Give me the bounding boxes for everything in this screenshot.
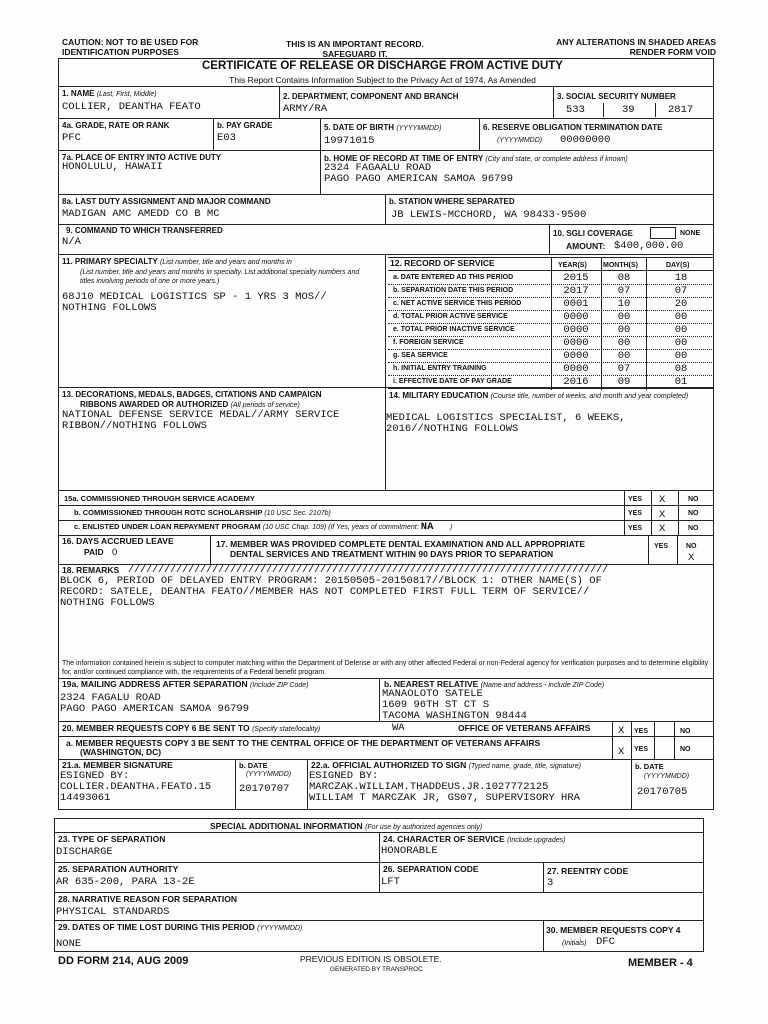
service-row-rule <box>388 297 714 298</box>
separation-code-value: LFT <box>381 876 400 888</box>
copy3-no: NO <box>680 746 691 753</box>
official-date-value: 20170705 <box>637 786 688 798</box>
place-of-entry-value: HONOLULU, HAWAII <box>62 161 163 173</box>
service-row-label: c. NET ACTIVE SERVICE THIS PERIOD <box>393 300 522 307</box>
ssn-part-3: 2817 <box>668 104 694 116</box>
dental-mark: X <box>688 552 695 564</box>
character-of-service-label: 24. CHARACTER OF SERVICE (Include upgrades) <box>383 834 566 844</box>
primary-specialty-label: 11. PRIMARY SPECIALTY (List number, title and years and months in <box>62 257 292 266</box>
service-row-rule <box>388 310 714 311</box>
copy6-yes: YES <box>634 728 649 735</box>
computer-matching-notice: The information contained herein is subject to computer matching within the Department of Defense or with any other affected Federal or non-Federal agency for verification purposes and to determine eligibility for, and/or continued compliance with, the requirements of a Federal benefit program. <box>62 660 709 676</box>
decorations-value: NATIONAL DEFENSE SERVICE MEDAL//ARMY SERVICE RIBBON//NOTHING FOLLOWS <box>62 409 340 432</box>
service-row-months: 10 <box>617 298 631 310</box>
copy6-state-value: WA <box>392 722 405 734</box>
service-row-days: 00 <box>674 311 688 323</box>
dental-yes: YES <box>654 543 669 550</box>
service-row-label: h. INITIAL ENTRY TRAINING <box>393 365 487 372</box>
copy6-mark: X <box>618 725 625 737</box>
sgli-none-box <box>650 227 676 239</box>
caution-notice: CAUTION: NOT TO BE USED FOR IDENTIFICATION PURPOSES <box>62 37 199 57</box>
accrued-leave-paid-label: PAID <box>84 547 104 557</box>
separation-authority-label: 25. SEPARATION AUTHORITY <box>58 864 179 874</box>
service-row-months: 07 <box>617 285 631 297</box>
decorations-label-2: RIBBONS AWARDED OR AUTHORIZED (All periods of service) <box>80 400 300 409</box>
character-of-service-value: HONORABLE <box>381 845 438 857</box>
service-row-years: 0001 <box>563 298 589 310</box>
previous-edition-notice: PREVIOUS EDITION IS OBSOLETE. <box>300 954 442 964</box>
service-row-label: g. SEA SERVICE <box>393 352 448 359</box>
service-row-months: 00 <box>617 324 631 336</box>
rule <box>58 86 714 87</box>
ssn-part-1: 533 <box>566 104 585 116</box>
service-row-months: 08 <box>617 272 631 284</box>
sgli-amount-label: AMOUNT: <box>566 241 606 251</box>
ssn-part-2: 39 <box>622 104 635 116</box>
col-days: DAY(S) <box>666 262 690 269</box>
narrative-reason-value: PHYSICAL STANDARDS <box>56 906 170 918</box>
rotc-yes: YES <box>628 510 643 517</box>
copy6-no: NO <box>680 728 691 735</box>
service-row-days: 07 <box>674 285 688 297</box>
service-row-years: 2016 <box>563 376 589 388</box>
service-academy-no: NO <box>688 496 699 503</box>
command-transferred-value: N/A <box>62 236 81 248</box>
reentry-code-label: 27. REENTRY CODE <box>547 866 629 876</box>
rotc-label: b. COMMISSIONED THROUGH ROTC SCHOLARSHIP (10 USC Sec. 2107b) <box>74 508 331 517</box>
remarks-value: BLOCK 6, PERIOD OF DELAYED ENTRY PROGRAM: 20150505-20150817//BLOCK 1: OTHER NAME(S) OF RECORD: SATELE, DEANTHA FEATO//MEMBER HAS NOT COMPLETED FIRST FULL TERM OF SERVICE// NOTHING FOLLOWS <box>60 575 602 609</box>
copy3-label: a. MEMBER REQUESTS COPY 3 BE SENT TO THE CENTRAL OFFICE OF THE DEPARTMENT OF VETERANS AFFAIRS <box>66 738 541 748</box>
narrative-reason-label: 28. NARRATIVE REASON FOR SEPARATION <box>58 894 237 904</box>
service-row-years: 0000 <box>563 350 589 362</box>
service-row-years: 0000 <box>563 363 589 375</box>
separation-code-label: 26. SEPARATION CODE <box>383 864 479 874</box>
service-row-years: 2017 <box>563 285 589 297</box>
copy3-mark: X <box>618 746 625 758</box>
rotc-mark: X <box>659 509 666 521</box>
service-row-rule <box>388 349 714 350</box>
service-row-days: 18 <box>674 272 688 284</box>
home-of-record-value: 2324 FAGAALU ROAD PAGO PAGO AMERICAN SAMOA 96799 <box>324 162 514 185</box>
member-signature-label: 21.a. MEMBER SIGNATURE <box>62 760 173 770</box>
last-duty-value: MADIGAN AMC AMEDD CO B MC <box>62 208 220 220</box>
member-date-value: 20170707 <box>239 783 290 795</box>
service-row-rule <box>388 388 714 389</box>
service-row-label: d. TOTAL PRIOR ACTIVE SERVICE <box>393 313 508 320</box>
decorations-label: 13. DECORATIONS, MEDALS, BADGES, CITATIONS AND CAMPAIGN <box>62 390 322 399</box>
mailing-address-label: 19a. MAILING ADDRESS AFTER SEPARATION (Include ZIP Code) <box>62 679 309 689</box>
separation-authority-value: AR 635-200, PARA 13-2E <box>56 876 195 888</box>
official-signature-value: ESIGNED BY: MARCZAK.WILLIAM.THADDEUS.JR.1027772125 WILLIAM T MARCZAK JR, GS07, SUPERVISORY HRA <box>309 770 580 804</box>
command-transferred-label: 9. COMMAND TO WHICH TRANSFERRED <box>66 226 223 235</box>
place-of-entry-label: 7a. PLACE OF ENTRY INTO ACTIVE DUTY <box>62 153 222 162</box>
official-date-label: b. DATE <box>635 762 664 771</box>
name-label: 1. NAME (Last, First, Middle) <box>62 89 157 98</box>
service-row-months: 00 <box>617 350 631 362</box>
loan-no: NO <box>688 525 699 532</box>
member-date-label: b. DATE <box>239 761 268 770</box>
station-label: b. STATION WHERE SEPARATED <box>389 197 515 206</box>
accrued-leave-value: 0 <box>112 547 118 558</box>
form-number: DD FORM 214, AUG 2009 <box>58 955 189 967</box>
service-row-rule <box>388 284 714 285</box>
privacy-act-subtitle: This Report Contains Information Subject to the Privacy Act of 1974, As Amended <box>229 75 536 85</box>
service-row-rule <box>388 375 714 376</box>
service-row-days: 20 <box>674 298 688 310</box>
record-of-service-label: 12. RECORD OF SERVICE <box>390 258 495 268</box>
ssn-label: 3. SOCIAL SECURITY NUMBER <box>557 92 676 101</box>
service-row-years: 0000 <box>563 311 589 323</box>
last-duty-label: 8a. LAST DUTY ASSIGNMENT AND MAJOR COMMAND <box>62 197 271 206</box>
primary-specialty-hint: (List number, title and years and months in specialty. List additional specialty numbers and titles involving periods of one or more years.) <box>80 269 360 285</box>
department-value: ARMY/RA <box>283 103 328 115</box>
official-date-hint: (YYYYMMDD) <box>644 773 690 780</box>
service-academy-mark: X <box>659 494 666 506</box>
dental-exam-label-2: DENTAL SERVICES AND TREATMENT WITHIN 90 DAYS PRIOR TO SEPARATION <box>230 549 554 559</box>
service-row-rule <box>388 362 714 363</box>
service-row-days: 00 <box>674 324 688 336</box>
important-record-notice: THIS IS AN IMPORTANT RECORD. SAFEGUARD IT. <box>286 39 424 59</box>
service-row-label: i. EFFECTIVE DATE OF PAY GRADE <box>393 378 512 385</box>
reserve-date-label: 6. RESERVE OBLIGATION TERMINATION DATE <box>483 123 663 132</box>
pay-grade-value: E03 <box>217 132 236 144</box>
service-row-days: 00 <box>674 337 688 349</box>
time-lost-value: NONE <box>56 938 82 950</box>
station-value: JB LEWIS-MCCHORD, WA 98433-9500 <box>391 209 587 221</box>
copy4-label: 30. MEMBER REQUESTS COPY 4 <box>546 925 681 935</box>
copy6-label: 20. MEMBER REQUESTS COPY 6 BE SENT TO (Specify state/locality) <box>62 723 321 733</box>
member-signature-value: ESIGNED BY: COLLIER.DEANTHA.FEATO.15 14493061 <box>60 770 212 804</box>
sgli-none-label: NONE <box>680 230 701 237</box>
loan-mark: X <box>659 523 666 535</box>
sgli-amount-value: $400,000.00 <box>614 240 684 252</box>
mailing-address-value: 2324 FAGALU ROAD PAGO PAGO AMERICAN SAMOA 96799 <box>60 692 250 715</box>
service-row-days: 01 <box>674 376 688 388</box>
member-date-hint: (YYYYMMDD) <box>246 771 292 778</box>
service-row-years: 2015 <box>563 272 589 284</box>
service-row-years: 0000 <box>563 337 589 349</box>
copy4-hint: (Initials) <box>562 940 587 947</box>
home-of-record-label: b. HOME OF RECORD AT TIME OF ENTRY (City and state, or complete address if known) <box>324 154 628 163</box>
type-of-separation-value: DISCHARGE <box>56 846 113 858</box>
copy3-yes: YES <box>634 746 649 753</box>
dob-label: 5. DATE OF BIRTH (YYYYMMDD) <box>324 123 442 132</box>
col-years: YEAR(S) <box>558 262 587 269</box>
name-value: COLLIER, DEANTHA FEATO <box>62 101 201 113</box>
loan-repayment-label: c. ENLISTED UNDER LOAN REPAYMENT PROGRAM (10 USC Chap. 109) (If Yes, years of commitment: NA ) <box>74 521 453 533</box>
service-row-months: 07 <box>617 363 631 375</box>
service-row-months: 00 <box>617 311 631 323</box>
copy-designation: MEMBER - 4 <box>628 957 693 969</box>
service-row-label: e. TOTAL PRIOR INACTIVE SERVICE <box>393 326 515 333</box>
service-row-label: a. DATE ENTERED AD THIS PERIOD <box>393 274 514 281</box>
grade-value: PFC <box>62 132 81 144</box>
service-row-months: 09 <box>617 376 631 388</box>
dental-exam-label: 17. MEMBER WAS PROVIDED COMPLETE DENTAL EXAMINATION AND ALL APPROPRIATE <box>216 539 585 549</box>
remarks-label: 18. REMARKS <box>62 565 120 575</box>
reserve-date-value: 00000000 <box>560 134 611 146</box>
service-row-rule <box>388 323 714 324</box>
service-academy-label: 15a. COMMISSIONED THROUGH SERVICE ACADEMY <box>64 494 255 503</box>
service-row-months: 00 <box>617 337 631 349</box>
copy3-label-2: (WASHINGTON, DC) <box>80 747 162 757</box>
alterations-notice: ANY ALTERATIONS IN SHADED AREAS RENDER FORM VOID <box>556 37 716 57</box>
grade-label: 4a. GRADE, RATE OR RANK <box>62 121 170 130</box>
service-row-rule <box>388 336 714 337</box>
reserve-date-hint: (YYYYMMDD) <box>497 137 543 144</box>
service-row-days: 00 <box>674 350 688 362</box>
primary-specialty-value: 68J10 MEDICAL LOGISTICS SP - 1 YRS 3 MOS// NOTHING FOLLOWS <box>62 291 327 314</box>
service-row-label: b. SEPARATION DATE THIS PERIOD <box>393 287 514 294</box>
accrued-leave-label: 16. DAYS ACCRUED LEAVE <box>62 536 174 546</box>
official-signature-label: 22.a. OFFICIAL AUTHORIZED TO SIGN (Typed name, grade, title, signature) <box>311 760 581 770</box>
service-row-label: f. FOREIGN SERVICE <box>393 339 464 346</box>
reentry-code-value: 3 <box>547 877 554 889</box>
copy4-initials: DFC <box>596 936 615 948</box>
type-of-separation-label: 23. TYPE OF SEPARATION <box>58 834 166 844</box>
rotc-no: NO <box>688 510 699 517</box>
service-row-years: 0000 <box>563 324 589 336</box>
military-education-label: 14. MILITARY EDUCATION (Course title, number of weeks, and month and year completed) <box>389 391 689 400</box>
loan-yes: YES <box>628 525 643 532</box>
generated-by: GENERATED BY TRANSPROC <box>330 966 423 973</box>
service-row-days: 08 <box>674 363 688 375</box>
service-academy-yes: YES <box>628 496 643 503</box>
time-lost-label: 29. DATES OF TIME LOST DURING THIS PERIOD (YYYYMMDD) <box>58 922 303 932</box>
remarks-hatch: //////////////////////////////////////////////////////////////////////////////// <box>128 564 609 576</box>
nearest-relative-label: b. NEAREST RELATIVE (Name and address - include ZIP Code) <box>384 679 605 689</box>
nearest-relative-value: MANAOLOTO SATELE 1609 96TH ST CT S TACOMA WASHINGTON 98444 <box>382 688 527 722</box>
dental-no: NO <box>686 543 697 550</box>
sgli-label: 10. SGLI COVERAGE <box>553 229 634 238</box>
copy6-office-label: OFFICE OF VETERANS AFFAIRS <box>458 723 591 733</box>
department-label: 2. DEPARTMENT, COMPONENT AND BRANCH <box>283 92 459 101</box>
special-info-label: SPECIAL ADDITIONAL INFORMATION (For use by authorized agencies only) <box>210 821 483 831</box>
military-education-value: MEDICAL LOGISTICS SPECIALIST, 6 WEEKS, 2016//NOTHING FOLLOWS <box>386 412 626 435</box>
form-title: CERTIFICATE OF RELEASE OR DISCHARGE FROM ACTIVE DUTY <box>202 60 563 72</box>
col-months: MONTH(S) <box>603 262 638 269</box>
pay-grade-label: b. PAY GRADE <box>217 121 273 130</box>
dob-value: 19971015 <box>324 135 375 147</box>
